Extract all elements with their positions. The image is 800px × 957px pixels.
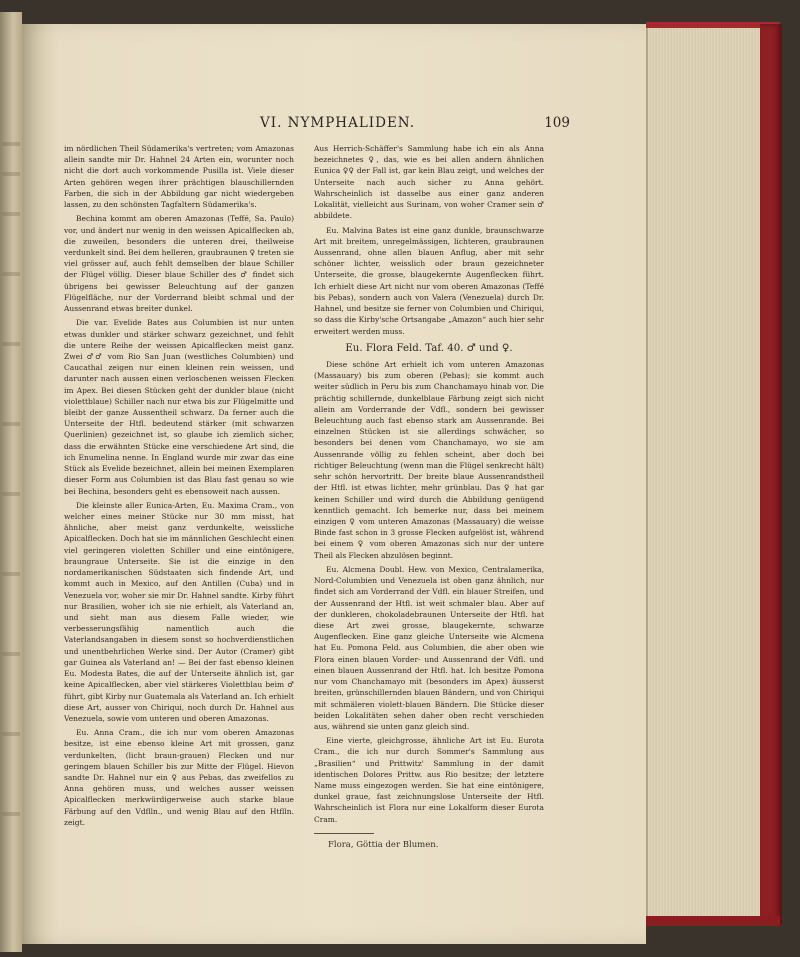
section-heading: Eu. Flora Feld. Taf. 40. ♂ und ♀. (345, 342, 513, 354)
paragraph: Eu. Alcmena Doubl. Hew. von Mexico, Centralamerika, Nord-Columbien und Venezuela ist oben ganz ähnlich, nur findet sich am Vorderrand der Vdfl. ein blauer Streifen, und der Aussenrand der Htfl. ist weit schmaler blau. Aber auf der dunkleren, chokoladebraunen Unterseite der Htfl. hat diese Art zwei grosse, blaugekernte, schwarze Augenflecken. Eine ganz gleiche Unterseite wie Alcmena hat Eu. Pomona Feld. aus Columbien, die aber oben wie Flora einen blauen Vorder- und Aussenrand der Vdfl. und einen blauen Aussenrand der Htfl. hat. Ich besitze Pomona nur vom Chanchamayo mit (besonders im Apex) äusserst breiten, grünschillernden blauen Bändern, und von Chiriqui mit schmäleren violett-blauen Bändern. Die Stücke dieser beiden Lokalitäten sehen daher oben recht verschieden aus, während sie unten ganz gleich sind. (314, 564, 544, 731)
left-column (64, 143, 294, 828)
footnote-rule (314, 833, 374, 834)
page-block-edge (646, 28, 766, 918)
page-header (70, 115, 570, 137)
paragraph: Eine vierte, gleichgrosse, ähnliche Art ist Eu. Eurota Cram., die ich nur durch Sommer's Sammlung aus „Brasilien“ und Prittwitz' Sammlung in der damit identischen Dolores Prittw. aus Rio besitze; der letztere Name muss eingezogen werden. Sie hat eine eintönigere, dunkel graue, fast zeichnungslose Unterseite der Htfl. Wahrscheinlich ist Flora nur eine Lokalform dieser Eurota Cram. (314, 736, 544, 824)
footnote: Flora, Göttia der Blumen. (328, 839, 439, 850)
right-column (314, 143, 544, 851)
previous-page-edge (0, 12, 22, 952)
paragraph: Bechina kommt am oberen Amazonas (Teffé, Sa. Paulo) vor, und ändert nur wenig in den weissen Apicalflecken ab, die zuweilen, besonders die unteren drei, theilweise verdunkelt sind. Bei dem helleren, graubraunen ♀ treten sie viel grösser auf, auch fehlt demselben der blaue Schiller der Flügel völlig. Dieser blaue Schiller des ♂ findet sich übrigens bei gewisser Beleuchtung auf der ganzen Flügelfläche, nur der Vorderrand bleibt schmal und der Aussenrand etwas breiter dunkel. (64, 214, 294, 314)
book-cover (760, 24, 782, 924)
page-number: 109 (544, 115, 570, 131)
paragraph: Diese schöne Art erhielt ich vom unteren Amazonas (Massauary) bis zum oberen (Pebas); sie kommt auch weiter südlich in Peru bis zum Chanchamayo hinab vor. Die prächtig schillernde, dunkelblaue Färbung zeigt sich nicht allein am Vorderrande der Vdfl., sondern bei gewisser Beleuchtung auch fast ebenso stark am Aussenrande. Bei einzelnen Stücken ist sie allerdings schwächer, so besonders bei denen vom Chanchamayo, wo sie am Aussenrande völlig zu fehlen scheint, aber doch bei richtiger Beleuchtung (wenn man die Flügel senkrecht hält) sehr schön hervortritt. Der breite blaue Aussenrandstheil der Htfl. ist etwas lichter, mehr grünblau. Das ♀ hat gar keinen Schiller und wird durch die Abbildung genügend kenntlich gemacht. Ich bemerke nur, dass bei meinem einzigen ♀ vom unteren Amazonas (Massauary) die weisse Binde fast schon in 3 grosse Flecken aufgelöst ist, während bei einem ♀ vom oberen Amazonas sich nur der untere Theil als Flecken abzulösen beginnt. (314, 359, 544, 560)
running-head: VI. NYMPHALIDEN. (260, 115, 416, 131)
paragraph: Eu. Malvina Bates ist eine ganz dunkle, braunschwarze Art mit breitem, unregelmässigen, lichteren, graubraunen Aussenrand, ohne allen blauen Anflug, aber mit sehr schöner lichter, weisslich oder braun gezeichneter Unterseite, die grosse, blaugekernte Augenflecken führt. Ich erhielt diese Art nicht nur vom oberen Amazonas (Teffé bis Pebas), sondern auch von Valera (Venezuela) durch Dr. Hahnel, und besitze sie ferner von Columbien und Chiriqui, so dass die Kirby'sche Ortsangabe „Amazon“ auch hier sehr erweitert werden muss. (314, 225, 544, 336)
paragraph: Die var. Evelide Bates aus Columbien ist nur unten etwas dunkler und stärker schwarz gezeichnet, und fehlt die untere Reihe der weissen Apicalflecken meist ganz. Zwei ♂♂ vom Rio San Juan (westliches Columbien) und Caucathal zeigen nur einen kleinen rein weissen, und darunter nach aussen einen verloschenen weissen Flecken im Apex. Bei diesen Stücken geht der dunkler blaue (nicht violettblaue) Schiller nach nur etwa bis zur Flügelmitte und bleibt der ganze Aussentheil schwarz. Da ferner auch die Unterseite der Htfl. bedeutend stärker (mit schwarzen Querlinien) gezeichnet ist, so glaube ich ziemlich sicher, dass die erwähnten Stücke eine verschiedene Art sind, die ich Enumelina nenne. In England wurde mir zwar das eine Stück als Evelide bezeichnet, allein bei meinen Exemplaren dieser Form aus Columbien ist das Blau fast genau so wie bei Bechina, besonders geht es ebensoweit nach aussen. (64, 318, 294, 496)
paragraph: im nördlichen Theil Südamerika's vertreten; vom Amazonas allein sandte mir Dr. Hahnel 24 Arten ein, worunter noch nicht die dort auch vorkommende Pusilla ist. Viele dieser Arten gehören wegen ihrer prächtigen blauschillernden Farben, die sich in der Abbildung gar nicht wiedergeben lassen, zu den schönsten Tagfaltern Südamerika's. (64, 144, 294, 210)
paragraph: Aus Herrich-Schäffer's Sammlung habe ich ein als Anna bezeichnetes ♀, das, wie es bei allen andern ähnlichen Eunica ♀♀ der Fall ist, gar kein Blau zeigt, und welches der Unterseite nach auch sicher zu Anna gehört. Wahrscheinlich ist dasselbe aus einer ganz anderen Lokalität, vielleicht aus Surinam, von woher Cramer sein ♂ abbildete. (314, 144, 544, 221)
paragraph: Die kleinste aller Eunica-Arten, Eu. Maxima Cram., von welcher eines meiner Stücke nur 30 mm misst, hat ähnliche, aber meist ganz verdunkelte, weissliche Apicalflecken. Doch hat sie im männlichen Geschlecht einen viel geringeren violetten Schiller und eine eintönigere, braungraue Unterseite. Sie ist die einzige in den nordamerikanischen Südstaaten sich findende Art, und kommt auch in Mexico, auf den Antillen (Cuba) und in Venezuela vor, woher sie mir Dr. Hahnel sandte. Kirby führt nur Brasilien, woher ich sie nie erhielt, als Vaterland an, und sieht man aus diesem Falle wieder, wie verbesserungsfähig namentlich auch die Vaterlandsangaben in diesem sonst so hochverdienstlichen und unentbehrlichen Werke sind. Der Autor (Cramer) gibt gar Guinea als Vaterland an! — Bei der fast ebenso kleinen Eu. Modesta Bates, die auf der Unterseite ähnlich ist, gar keine Apicalflecken, aber viel stärkeres Violettblau beim ♂ führt, gibt Kirby nur Guatemala als Vaterland an. Ich erhielt diese Art, ausser von Chiriqui, noch durch Dr. Hahnel aus Venezuela, sowie vom unteren und oberen Amazonas. (64, 500, 294, 723)
paragraph: Eu. Anna Cram., die ich nur vom oberen Amazonas besitze, ist eine ebenso kleine Art mit grossen, ganz verdunkelten, (licht braun-grauen) Flecken und nur geringem blauen Schiller bis zur Mitte der Flügel. Hievon sandte Dr. Hahnel nur ein ♀ aus Pebas, das zweifellos zu Anna gehören muss, und welches ausser weissen Apicalflecken merkwürdigerweise auch starke blaue Färbung auf den Vdflln., und wenig Blau auf den Htflln. zeigt. (64, 728, 294, 827)
cover-bottom (646, 916, 780, 926)
